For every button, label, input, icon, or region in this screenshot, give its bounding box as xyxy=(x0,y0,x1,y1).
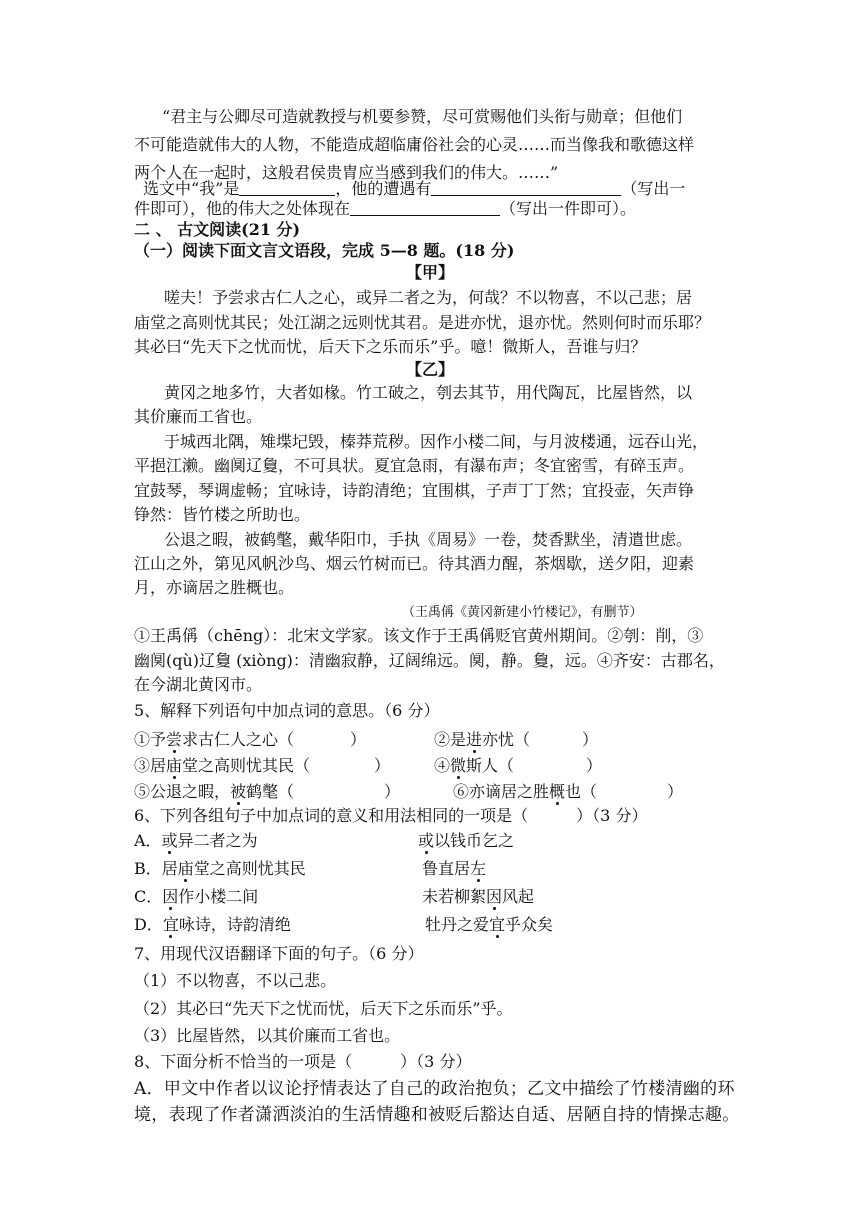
text-run: ⑤公退之暇， xyxy=(134,782,231,801)
dotted-word: 或 xyxy=(418,831,435,850)
text-run: ①予 xyxy=(134,730,167,749)
q6-option-d-right xyxy=(425,914,553,936)
jia-line-3: 其必曰“先天下之忧而忧，后天下之乐而乐”乎。噫！微斯人，吾谁与归？ xyxy=(134,337,647,356)
text-run: 鹤氅（ xyxy=(246,782,295,801)
text-run: 牡丹之爱 xyxy=(425,915,490,934)
q5-item-5 xyxy=(134,781,400,803)
dotted-word: 宜 xyxy=(489,915,506,934)
q6-option-d[interactable] xyxy=(134,914,291,936)
q6-option-c-right xyxy=(422,886,534,908)
jia-line-2: 庙堂之高则忧其民；处江湖之远则忧其君。是进亦忧，退亦忧。然则何时而乐耶？ xyxy=(134,313,711,332)
text-run: 未若柳絮 xyxy=(422,887,487,906)
text-run: 作小楼二间 xyxy=(178,887,259,906)
q5-stem: 5、解释下列语句中加点词的意思。（6 分） xyxy=(134,701,440,720)
text-run: ） xyxy=(384,782,401,801)
notes-line-1: ①王禹偁（chēng）：北宋文学家。该文作于王禹偁贬官黄州期间。②刳：削，③ xyxy=(134,626,704,645)
text-run: ④ xyxy=(434,756,451,775)
q6-option-b[interactable] xyxy=(134,858,306,880)
q5-item-2 xyxy=(434,729,598,751)
text-run: 以钱币乞之 xyxy=(434,831,515,850)
dotted-word: 尝 xyxy=(166,730,183,749)
passage-label-jia: 【甲】 xyxy=(405,263,454,282)
q4-text: （写出一件即可）。 xyxy=(500,199,637,218)
q6-option-a-right xyxy=(418,830,514,852)
dotted-word: 庙 xyxy=(166,756,183,775)
q7-stem: 7、用现代汉语翻译下面的句子。（6 分） xyxy=(134,944,424,963)
text-run: 堂之高则忧其民（ xyxy=(182,756,311,775)
text-run: ⑥亦谪居之胜 xyxy=(453,782,550,801)
yi-line-5: 宜鼓琴，琴调虚畅；宜咏诗，诗韵清绝；宜围棋，子声丁丁然；宜投壶，矢声铮 xyxy=(134,481,695,500)
answer-blank[interactable] xyxy=(350,199,500,216)
answer-blank[interactable] xyxy=(431,179,621,196)
text-run: 异二者之为 xyxy=(177,831,258,850)
yi-line-9: 月，亦谪居之胜概也。 xyxy=(134,578,295,597)
option-letter: B．居 xyxy=(134,859,178,878)
dotted-word: 微 xyxy=(450,756,467,775)
q6-option-a[interactable] xyxy=(134,830,258,852)
text-run: 斯人（ xyxy=(466,756,515,775)
jia-line-1 xyxy=(164,287,692,309)
yi-line-6: 铮然：皆竹楼之所助也。 xyxy=(134,505,311,524)
notes-line-2: 幽阒(qù)辽敻 (xiòng)：清幽寂静，辽阔绵远。阒，静。敻，远。④齐安：古郡名， xyxy=(134,651,725,670)
dotted-word: 左 xyxy=(470,859,487,878)
option-letter: A． xyxy=(134,831,162,850)
section-heading: 二 、 古文阅读(21 分) xyxy=(134,220,301,239)
text-run: 风起 xyxy=(502,887,535,906)
text-run: ） xyxy=(586,756,603,775)
quote-line-3: 两个人在一起时，这般君侯贵胄应当感到我们的伟大。……” xyxy=(134,163,559,182)
passage-label-yi: 【乙】 xyxy=(405,360,454,379)
q7-sentence-3: （3）比屋皆然，以其价廉而工省也。 xyxy=(134,1026,401,1045)
passage-source: （王禹偁《黄冈新建小竹楼记》，有删节） xyxy=(402,605,643,620)
q7-sentence-2: （2）其必曰“先天下之忧而忧，后天下之乐而乐”乎。 xyxy=(134,999,513,1018)
q6-option-c[interactable] xyxy=(134,886,258,908)
notes-line-3: 在今湖北黄冈市。 xyxy=(134,675,263,694)
dotted-word: 概 xyxy=(549,782,566,801)
dotted-word: 庙 xyxy=(177,859,194,878)
q4-text: 选文中“我”是 xyxy=(143,179,240,198)
yi-line-3: 于城西北隅，雉堞圮毁，榛莽荒秽。因作小楼二间，与月波楼通，远吞山光， xyxy=(164,432,709,451)
q4-text: （写出一 xyxy=(621,179,686,198)
text-run: 鲁直居 xyxy=(422,859,471,878)
q5-item-1 xyxy=(134,729,366,751)
q4-text: ，他的遭遇有 xyxy=(335,179,432,198)
yi-line-1: 黄冈之地多竹，大者如椽。竹工破之，刳去其节，用代陶瓦，比屋皆然，以 xyxy=(164,383,693,402)
text-run: 咏诗，诗韵清绝 xyxy=(178,915,291,934)
text-run: 求古仁人之心（ xyxy=(182,730,295,749)
dotted-word: 进 xyxy=(466,730,483,749)
text-run: ） xyxy=(350,730,367,749)
dotted-word: 被 xyxy=(230,782,247,801)
text-run: 嗟夫！予 xyxy=(164,288,229,307)
yi-line-7: 公退之暇，被鹤氅，戴华阳巾，手执《周易》一卷，焚香默坐，清遣世虑。 xyxy=(164,530,693,549)
text-run: 亦忧（ xyxy=(482,730,531,749)
q8-option-a-line-2: 境，表现了作者潇洒淡泊的生活情趣和被贬后豁达自适、居陋自持的情操志趣。 xyxy=(134,1105,740,1125)
text-run: 尝 xyxy=(228,288,245,307)
q5-item-4 xyxy=(434,755,602,777)
yi-line-8: 江山之外，第见风帆沙鸟、烟云竹树而已。待其酒力醒，茶烟歇，送夕阳，迎素 xyxy=(134,554,695,573)
text-run: 堂之高则忧其民 xyxy=(193,859,306,878)
yi-line-2: 其价廉而工省也。 xyxy=(134,407,263,426)
q5-item-3 xyxy=(134,755,390,777)
q4-question-line-2 xyxy=(134,198,636,220)
quote-line-1: “君主与公卿尽可造就教授与机要参赞，尽可赏赐他们头衔与勋章；但他们 xyxy=(162,107,683,126)
text-run: ③居 xyxy=(134,756,167,775)
dotted-word: 因 xyxy=(162,887,179,906)
dotted-word: 因 xyxy=(486,887,503,906)
dotted-word: 宜 xyxy=(162,915,179,934)
q4-text: 件即可），他的伟大之处体现在 xyxy=(134,199,351,218)
q7-sentence-1: （1）不以物喜，不以己悲。 xyxy=(134,971,337,990)
option-letter: C． xyxy=(134,887,163,906)
yi-line-4: 平挹江濑。幽阒辽敻，不可具状。夏宜急雨，有瀑布声；冬宜密雪，有碎玉声。 xyxy=(134,456,695,475)
quote-line-2: 不可能造就伟大的人物，不能造成超临庸俗社会的心灵……而当像我和歌德这样 xyxy=(134,135,695,154)
q6-stem: 6、下列各组句子中加点词的意义和用法相同的一项是（ ）（3 分） xyxy=(134,806,648,825)
option-letter: D． xyxy=(134,915,163,934)
text-run: ） xyxy=(667,782,684,801)
q8-option-a-line-1[interactable]: A．甲文中作者以议论抒情表达了自己的政治抱负；乙文中描绘了竹楼清幽的环 xyxy=(134,1079,735,1099)
q4-question-line-1 xyxy=(143,178,685,200)
dotted-word: 或 xyxy=(161,831,178,850)
text-run: 求古仁人之心，或异二者之为，何哉？不以物喜，不以己悲；居 xyxy=(244,288,693,307)
text-run: ②是 xyxy=(434,730,467,749)
text-run: ） xyxy=(374,756,391,775)
section-subheading: （一）阅读下面文言文语段，完成 5—8 题。(18 分) xyxy=(134,241,515,260)
q8-stem: 8、下面分析不恰当的一项是（ ）（3 分） xyxy=(134,1052,472,1071)
text-run: ） xyxy=(582,730,599,749)
answer-blank[interactable] xyxy=(239,179,335,196)
q5-item-6 xyxy=(453,781,683,803)
q6-option-b-right xyxy=(422,858,486,880)
text-run: 乎众矣 xyxy=(505,915,554,934)
text-run: 也（ xyxy=(565,782,598,801)
